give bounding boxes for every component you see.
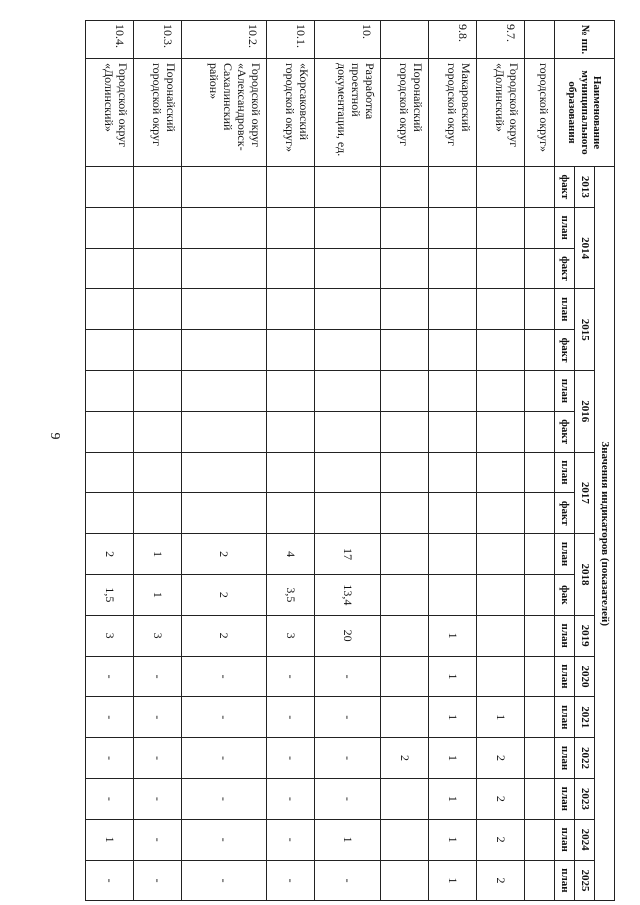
indicator-value	[314, 493, 380, 534]
indicator-value: 2	[476, 819, 524, 860]
indicator-value	[380, 207, 428, 248]
municipality-name: Городской округ «Александровск-Сахалинский район»	[182, 59, 266, 167]
indicator-value	[182, 411, 266, 452]
indicator-value: 2	[182, 574, 266, 615]
indicator-value: 3,5	[266, 574, 314, 615]
indicator-value	[476, 289, 524, 330]
indicator-value: -	[134, 656, 182, 697]
indicator-value: 2	[86, 534, 134, 575]
indicator-value	[182, 330, 266, 371]
indicator-value	[380, 656, 428, 697]
column-header-number: № пп.	[555, 21, 615, 59]
indicator-value	[476, 615, 524, 656]
row-number: 9.8.	[428, 21, 476, 59]
subheader-plan-fact: факт	[555, 493, 575, 534]
municipality-name: «Корсаковский городской округ»	[266, 59, 314, 167]
indicator-value	[476, 452, 524, 493]
indicator-value: 2	[476, 778, 524, 819]
indicator-value: 1,5	[86, 574, 134, 615]
subheader-plan-fact: факт	[555, 167, 575, 208]
indicator-value: 1	[476, 697, 524, 738]
indicator-value: 1	[134, 534, 182, 575]
indicator-value: 1	[314, 819, 380, 860]
indicator-value	[428, 289, 476, 330]
row-number	[525, 21, 555, 59]
indicator-value: -	[86, 738, 134, 779]
indicator-value	[380, 370, 428, 411]
subheader-plan-fact: план	[555, 656, 575, 697]
indicator-value	[86, 289, 134, 330]
indicator-value: -	[134, 778, 182, 819]
indicator-value	[86, 493, 134, 534]
municipality-name: Городской округ «Долинский»	[476, 59, 524, 167]
indicator-value	[134, 289, 182, 330]
indicator-value	[380, 534, 428, 575]
indicator-value: -	[134, 819, 182, 860]
indicator-value	[380, 493, 428, 534]
indicator-value	[525, 493, 555, 534]
indicator-value	[476, 248, 524, 289]
indicator-value	[380, 452, 428, 493]
indicator-value: 20	[314, 615, 380, 656]
table-row	[134, 21, 182, 901]
row-number: 10.2.	[182, 21, 266, 59]
subheader-plan-fact: факт	[555, 411, 575, 452]
indicator-value	[86, 167, 134, 208]
indicator-value	[314, 330, 380, 371]
indicator-value	[314, 289, 380, 330]
year-header: 2019	[575, 615, 595, 656]
indicator-value: -	[182, 860, 266, 901]
table-row	[476, 21, 524, 901]
indicator-value	[525, 819, 555, 860]
subheader-plan-fact: фак	[555, 574, 575, 615]
indicator-value	[134, 370, 182, 411]
indicator-value	[380, 574, 428, 615]
indicator-value	[380, 860, 428, 901]
table-row	[182, 21, 266, 901]
indicator-value: -	[86, 656, 134, 697]
year-header: 2025	[575, 860, 595, 901]
indicator-value: -	[86, 697, 134, 738]
row-number: 10.1.	[266, 21, 314, 59]
indicator-value	[266, 248, 314, 289]
table-container	[85, 20, 615, 900]
indicator-value	[380, 248, 428, 289]
indicator-value	[266, 330, 314, 371]
row-number: 10.	[314, 21, 380, 59]
indicator-value: 2	[182, 534, 266, 575]
municipality-name: Макаровский городской округ	[428, 59, 476, 167]
indicator-value: -	[134, 697, 182, 738]
subheader-plan-fact: план	[555, 697, 575, 738]
indicator-value	[134, 493, 182, 534]
indicator-value	[182, 248, 266, 289]
subheader-plan-fact: план	[555, 452, 575, 493]
indicator-value	[428, 167, 476, 208]
page-number: 9	[47, 432, 62, 440]
indicator-value	[428, 493, 476, 534]
indicator-value: -	[314, 738, 380, 779]
indicator-value: 1	[428, 860, 476, 901]
indicator-value: -	[266, 819, 314, 860]
indicator-value	[380, 778, 428, 819]
year-header: 2021	[575, 697, 595, 738]
indicator-value	[134, 207, 182, 248]
indicator-value	[525, 697, 555, 738]
table-row	[380, 21, 428, 901]
indicator-value: -	[182, 819, 266, 860]
table-row	[525, 21, 555, 901]
indicator-value	[476, 574, 524, 615]
row-number: 10.4.	[86, 21, 134, 59]
indicator-value	[266, 493, 314, 534]
indicator-value: -	[266, 860, 314, 901]
indicator-value	[134, 452, 182, 493]
indicator-value: -	[266, 697, 314, 738]
indicator-value	[428, 452, 476, 493]
municipality-name: Поронайский городской округ	[134, 59, 182, 167]
indicator-value	[314, 370, 380, 411]
indicator-value: -	[182, 778, 266, 819]
indicator-value: -	[182, 697, 266, 738]
indicator-value	[182, 493, 266, 534]
year-header: 2013	[575, 167, 595, 208]
indicator-value	[525, 452, 555, 493]
indicator-value: 2	[476, 738, 524, 779]
subheader-plan-fact: факт	[555, 248, 575, 289]
indicator-value: 2	[182, 615, 266, 656]
indicator-value	[134, 411, 182, 452]
subheader-plan-fact: план	[555, 289, 575, 330]
indicator-value	[266, 411, 314, 452]
indicator-value	[266, 207, 314, 248]
indicator-value	[380, 330, 428, 371]
indicator-value	[86, 411, 134, 452]
indicator-value	[476, 370, 524, 411]
indicator-value	[428, 248, 476, 289]
subheader-plan-fact: план	[555, 778, 575, 819]
table-row	[428, 21, 476, 901]
indicator-value	[428, 370, 476, 411]
year-header: 2018	[575, 534, 595, 616]
subheader-plan-fact: план	[555, 615, 575, 656]
year-header: 2016	[575, 370, 595, 452]
year-header: 2022	[575, 738, 595, 779]
table-row	[86, 21, 134, 901]
indicator-value	[525, 534, 555, 575]
indicator-value	[380, 411, 428, 452]
indicator-value	[476, 167, 524, 208]
subheader-plan-fact: план	[555, 370, 575, 411]
indicator-value	[266, 167, 314, 208]
indicator-value: 1	[428, 656, 476, 697]
indicator-value	[380, 615, 428, 656]
indicator-value	[525, 778, 555, 819]
indicator-value	[380, 697, 428, 738]
municipality-name: Поронайский городской округ	[380, 59, 428, 167]
indicator-value	[86, 207, 134, 248]
indicator-value	[314, 452, 380, 493]
indicator-value: 1	[428, 778, 476, 819]
indicator-value	[86, 330, 134, 371]
indicator-value	[525, 411, 555, 452]
indicator-value	[134, 167, 182, 208]
indicator-value: 3	[266, 615, 314, 656]
indicator-value: 17	[314, 534, 380, 575]
column-header-indicators: Значения индикаторов (показателей)	[595, 167, 615, 901]
indicators-table	[85, 20, 615, 901]
indicator-value	[428, 207, 476, 248]
indicator-value: -	[314, 778, 380, 819]
row-number: 10.3.	[134, 21, 182, 59]
indicator-value	[380, 289, 428, 330]
indicator-value: 3	[134, 615, 182, 656]
indicator-value	[476, 207, 524, 248]
indicator-value: -	[266, 778, 314, 819]
year-header: 2024	[575, 819, 595, 860]
table-row	[314, 21, 380, 901]
indicator-value: -	[86, 778, 134, 819]
indicator-value: -	[314, 656, 380, 697]
indicator-value: 2	[476, 860, 524, 901]
column-header-municipality: Наименование муниципального образования	[555, 59, 615, 167]
indicator-value: 1	[428, 615, 476, 656]
subheader-plan-fact: план	[555, 738, 575, 779]
municipality-name: городской округ»	[525, 59, 555, 167]
indicator-value	[525, 615, 555, 656]
indicator-value: 4	[266, 534, 314, 575]
indicator-value: 2	[380, 738, 428, 779]
indicator-value	[476, 656, 524, 697]
indicator-value	[525, 370, 555, 411]
indicator-value: 3	[86, 615, 134, 656]
subheader-plan-fact: факт	[555, 330, 575, 371]
indicator-value: -	[134, 860, 182, 901]
indicator-value	[525, 656, 555, 697]
year-header: 2015	[575, 289, 595, 371]
row-number	[380, 21, 428, 59]
table-row	[266, 21, 314, 901]
indicator-value	[428, 411, 476, 452]
indicator-value	[266, 370, 314, 411]
indicator-value: -	[182, 738, 266, 779]
indicator-value	[182, 207, 266, 248]
indicator-value: -	[86, 860, 134, 901]
indicator-value	[525, 738, 555, 779]
indicator-value: 1	[428, 738, 476, 779]
indicator-value: -	[266, 656, 314, 697]
year-header: 2023	[575, 778, 595, 819]
year-header: 2020	[575, 656, 595, 697]
indicator-value	[266, 289, 314, 330]
indicator-value: -	[266, 738, 314, 779]
indicator-value: -	[314, 697, 380, 738]
indicator-value	[314, 411, 380, 452]
indicator-value	[525, 207, 555, 248]
row-number: 9.7.	[476, 21, 524, 59]
subheader-plan-fact: план	[555, 860, 575, 901]
indicator-value: 13,4	[314, 574, 380, 615]
indicator-value	[314, 207, 380, 248]
year-header: 2017	[575, 452, 595, 534]
indicator-value	[182, 370, 266, 411]
indicator-value: 1	[134, 574, 182, 615]
indicator-value	[525, 860, 555, 901]
indicator-value	[182, 289, 266, 330]
indicator-value: -	[182, 656, 266, 697]
indicator-value	[266, 452, 314, 493]
indicator-value	[525, 330, 555, 371]
indicator-value	[86, 370, 134, 411]
indicator-value	[525, 289, 555, 330]
indicator-value	[476, 534, 524, 575]
indicator-value: -	[134, 738, 182, 779]
indicator-value	[476, 330, 524, 371]
indicator-value	[525, 574, 555, 615]
indicator-value	[182, 167, 266, 208]
indicator-value	[428, 574, 476, 615]
subheader-plan-fact: план	[555, 819, 575, 860]
indicator-value	[476, 411, 524, 452]
indicator-value	[380, 819, 428, 860]
indicator-value	[182, 452, 266, 493]
municipality-name: Городской округ «Долинский»	[86, 59, 134, 167]
indicator-value	[525, 248, 555, 289]
indicator-value: 1	[428, 819, 476, 860]
indicator-value	[86, 248, 134, 289]
indicator-value	[314, 248, 380, 289]
subheader-plan-fact: план	[555, 207, 575, 248]
year-header: 2014	[575, 207, 595, 289]
indicator-value	[525, 167, 555, 208]
indicator-value	[134, 248, 182, 289]
indicator-value	[380, 167, 428, 208]
indicator-value	[476, 493, 524, 534]
indicator-value	[86, 452, 134, 493]
subheader-plan-fact: план	[555, 534, 575, 575]
indicator-value	[428, 330, 476, 371]
indicator-value	[314, 167, 380, 208]
indicator-value	[134, 330, 182, 371]
indicator-value: 1	[86, 819, 134, 860]
indicator-value	[428, 534, 476, 575]
indicator-value: -	[314, 860, 380, 901]
indicator-value: 1	[428, 697, 476, 738]
municipality-name: Разработка проектной документации, ед.	[314, 59, 380, 167]
